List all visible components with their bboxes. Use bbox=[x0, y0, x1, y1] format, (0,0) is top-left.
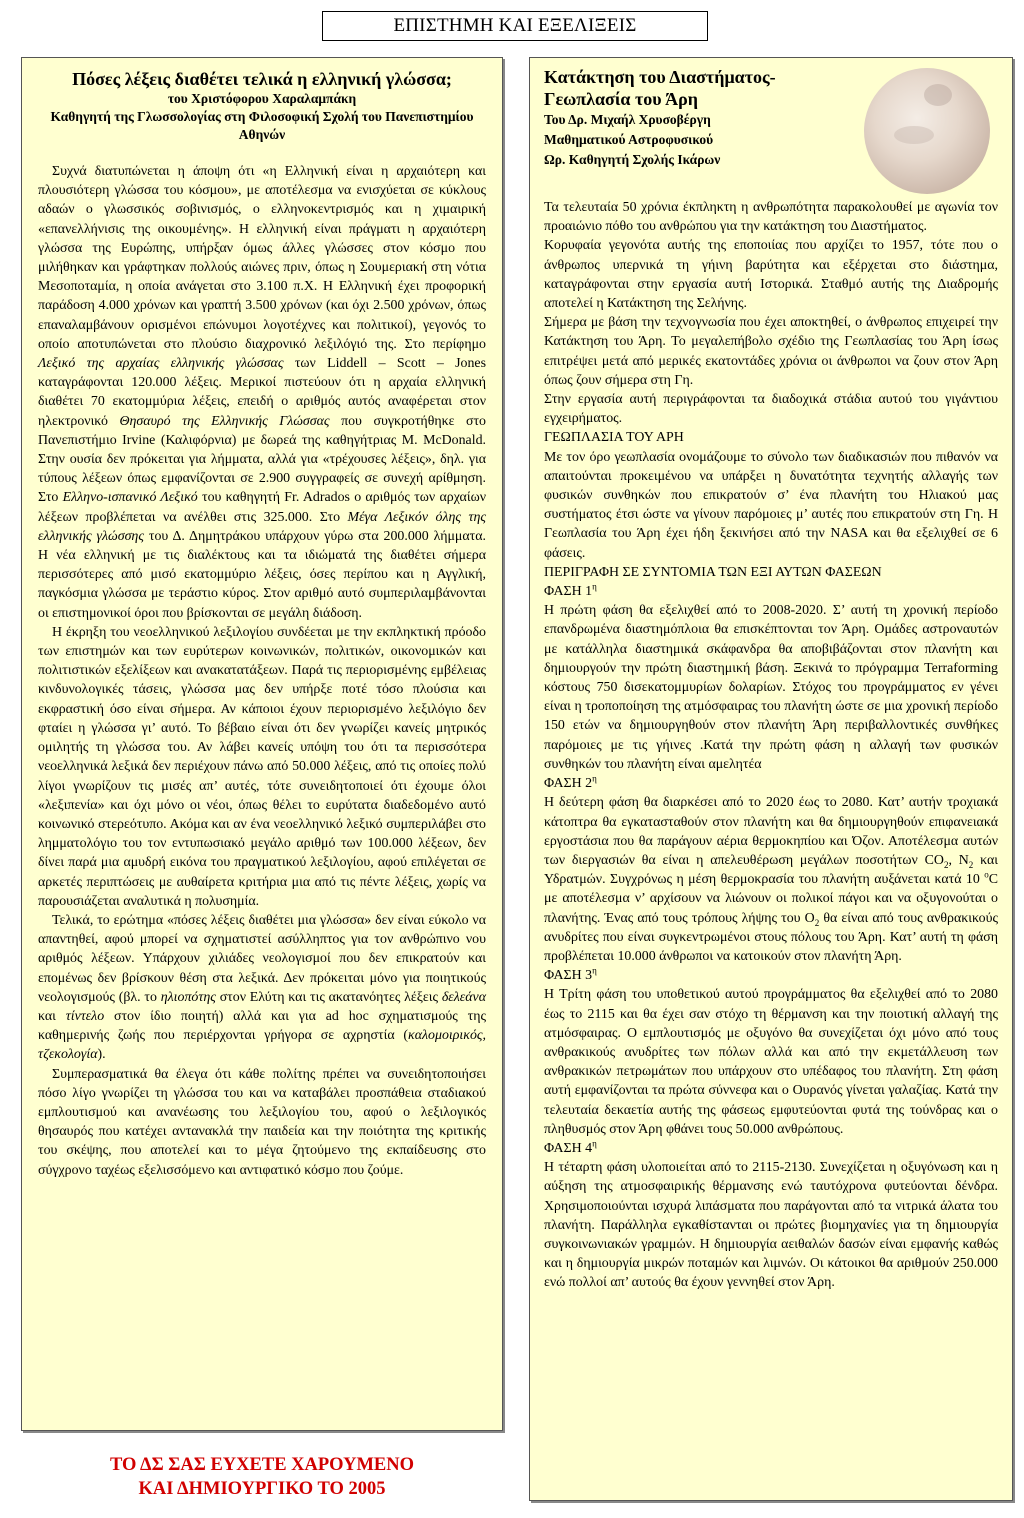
article-author: του Χριστόφορου Χαραλαμπάκη bbox=[167, 91, 357, 106]
mars-article-header bbox=[544, 66, 998, 198]
greeting-footer bbox=[21, 1453, 503, 1501]
phase-heading: ΦΑΣΗ $2^\eta$ bbox=[544, 773, 597, 792]
section-header: ΕΠΙΣΤΗΜΗ ΚΑΙ ΕΞΕΛΙΞΕΙΣ bbox=[322, 11, 708, 41]
phase-heading: ΦΑΣΗ $4^\eta$ bbox=[544, 1138, 597, 1156]
paragraph: Συμπερασματικά θα έλεγα ότι κάθε πολίτης πρέπει να συνειδητοποιήσει πόσο λίγο γνωρίζει τη γλώσσα του και να καταβάλει προσπάθεια σταδιακού εμπλουτισμού και ανανέωσης του λεξιλογίου του, αφού ο λεξιλογικός θησαυρός που κατέχει αντανακλά την παιδεία και την ποιότητα της κριτικής του σκέψης, που αποτελεί και το μέγα ζητούμενο της εκπαίδευσης στο σύγχρονο ταχέως εξελισσόμενο και αντιφατικό κόσμο που ζούμε. bbox=[38, 1066, 486, 1178]
article-author-title: Ωρ. Καθηγητή Σχολής Ικάρων bbox=[544, 152, 721, 167]
paragraph: Η έκρηξη του νεοελληνικού λεξιλογίου συνδέεται με την εκπληκτική πρόοδο των επιστημών και των ευρύτερων κοινωνικών, πολιτικών, οικονομικών και πολιτιστικών εξελίξεων και ανακατατάξεων. Παρά τις περιορισμένης εμβέλειας κινδυνολογικές τάσεις, γλώσσα μας δεν υπήρξε ποτέ τόσο πλούσια και εκφραστική όσο είναι σήμερα. Αν κάποιοι έχουν περιορισμένο λεξιλόγιο δεν φταίει η γλώσσα γι’ αυτό. Το βέβαιο είναι ότι δεν γνωρίζει κανείς μητρικός ομιλητής τη γλώσσα του. Αν λάβει κανείς υπόψη του ότι τα περισσότερα νεοελληνικά λεξικά δεν περιέχουν πάνω από 50.000 λέξεις, από τις οποίες πολύ λίγοι γνωρίζουν τις μισές απ’ αυτές, τότε συνειδητοποιεί ότι έχουμε όλοι «λεξιπενία» και όχι μόνο οι νέοι, όπως θέλει το ευρύτατα διαδεδομένο αυτό κοινωνικό στερεότυπο. Ακόμα και αν ένα νεοελληνικό λεξικό συμπεριλάβει στο λημματολόγιο του τον εντυπωσιακό μεγάλο αριθμό των 100.000 λέξεων, δεν δίνει παρά μια αμυδρή εικόνα του πραγματικού λεξιλογίου, αφού επιλέγεται σε αρκετές περιπτώσεις με αυθαίρετα κριτήρια μια από τις πέντε λέξεις, χωρίς να παρουσιάζεται αναλυτικά η πολυσημία. bbox=[38, 624, 486, 909]
article-body bbox=[38, 162, 486, 1180]
phase-heading: ΦΑΣΗ $3^\eta$ bbox=[544, 965, 597, 984]
language-article-panel bbox=[21, 57, 503, 1431]
article-author: Του Δρ. Μιχαήλ Χρυσοβέργη bbox=[544, 112, 711, 127]
article-body bbox=[544, 198, 998, 1293]
phase-heading: ΦΑΣΗ $1^\eta$ bbox=[544, 581, 597, 600]
paragraph: Τα τελευταία 50 χρόνια έκπληκτη η ανθρωπότητα παρακολουθεί με αγωνία τον προαιώνιο πόθο του ανθρώπου για την κατάκτηση του Διαστήματος. bbox=[544, 200, 998, 235]
paragraph: Κορυφαία γεγονότα αυτής της εποποιίας που αρχίζει το 1957, τότε που ο άνθρωπος υπερνικά τη γήινη βαρύτητα και εξέρχεται στο διάστημα, καταγράφονται στην εργασία αυτή Ιστορικά. Σταθμό αυτής της Διαδρομής αποτελεί η Κατάκτηση της Σελήνης. bbox=[544, 238, 998, 312]
paragraph: Η Τρίτη φάση του υποθετικού αυτού προγράμματος θα εξελιχθεί από το 2080 έως το 2115 και θα έχει σαν στόχο τη θέρμανση και την ποιοτική αλλαγή της ατμόσφαιρας. Ο εμπλουτισμός με οξυγόνο θα συνεχίζεται όχι μόνο από τους ανθρακικούς ανυδρίτες των πόλων αλλά και από την εκμετάλλευση των ανθρακικών πετρωμάτων που υπάρχουν στο υπέδαφος του πλανήτη. Στη φάση αυτή εμφανίζονται τα πρώτα σύννεφα και ο Ουρανός γίνεται γαλαζίας. Κατά την τελευταία δεκαετία αυτής της φάσεως εμφυτεύονται φυτά της τούνδρας και ο πληθυσμός στον Άρη φθάνει τους 50.000 ανθρώπους. bbox=[544, 987, 998, 1137]
paragraph: Η τέταρτη φάση υλοποιείται από το 2115-2130. Συνεχίζεται η οξυγόνωση και η αύξηση της ατμοσφαιρικής θέρμανσης ενώ ταυτόχρονα φυτεύονται δένδρα. Χρησιμοποιούνται ισχυρά λιπάσματα που παράγονται από τα νιτρικά άλατα του πλανήτη. Παράλληλα εγκαθίστανται οι πρώτες βιομηχανίες για τη δημιουργία συγκοινωνιακών γραμμών. Η δημιουργία αειθαλών δασών είναι εμφανής καθώς και η δημιουργία μικρών ποταμών και λιμνών. Οι κάτοικοι θα αριθμούν 250.000 ενώ πολλοί απ’ αυτούς θα έχουν γεννηθεί στον Άρη. bbox=[544, 1160, 998, 1291]
subheading: ΠΕΡΙΓΡΑΦΗ ΣΕ ΣΥΝΤΟΜΙΑ ΤΩΝ ΕΞΙ ΑΥΤΩΝ ΦΑΣΕΩΝ bbox=[544, 564, 882, 580]
paragraph: Συχνά διατυπώνεται η άποψη ότι «η Ελληνική είναι η αρχαιότερη και πλουσιότερη γλώσσα του κόσμου», με αποτέλεσμα να ενισχύεται σε κύκλους αδαών ο γλωσσικός σοβινισμός, ο ελληνοκεντρισμός και η χιμαιρική «επανελλήνισις της οικουμένης». Η ελληνική είναι πράγματι η αρχαιότερη γλώσσα της Ευρώπης, υπήρξαν όμως άλλες γλώσσες στον κόσμο που μιλήθηκαν και γράφτηκαν πολλούς αιώνες πριν, όπως η Σουμεριακή στη νότια Μεσοποταμία, η οποία ανάγεται στο 3.100 π.Χ. Η Ελληνική έχει προφορική παράδοση 4.000 χρόνων και γραπτή 3.500 χρόνων (και όχι 2.500 χρόνων, όπως επαναλαμβάνουν ορισμένοι επώνυμοι λογοτέχνες και πολιτικοί), γεγονός το οποίο αποτυπώνεται στο πλούσιο διαχρονικό λεξιλόγιό της. Στο περίφημο Λεξικό της αρχαίας ελληνικής γλώσσας των Liddell – Scott – Jones καταγράφονται 120.000 λέξεις. Μερικοί πιστεύουν ότι η αρχαία ελληνική διαθέτει 70 εκατομμύρια λέξεις, επειδή ο αριθμός αυτός αναφέρεται στον ηλεκτρονικό Θησαυρό της Ελληνικής Γλώσσας που συγκροτήθηκε στο Πανεπιστήμιο Irvine (Καλιφόρνια) με δωρεά της καθηγήτριας M. McDonald. Στην ουσία δεν πρόκειται για λήμματα, αλλά για «τρέχουσες λέξεις», δηλ. για τύπους λέξεων όπως εμφανίζονται σε 2.900 συγγραφείς σε συνεχή αρίθμηση. Στο Ελληνο-ισπανικό Λεξικό του καθηγητή Fr. Adrados ο αριθμός των αρχαίων λέξεων προβλέπεται να ανέλθει στις 325.000. Στο Μέγα Λεξικόν όλης της ελληνικής γλώσσης του Δ. Δημητράκου υπάρχουν γύρω στα 200.000 λήμματα. Η νέα ελληνική με τις διαλέκτους και τα ιδιώματά της διαθέτει σήμερα περισσότερες από μισό εκατομμύριο λέξεις, όσες περίπου και η Αγγλική, παγκόσμια γλώσσα με τεράστιο κύρος. Στον αριθμό αυτό συμπεριλαμβάνονται οι επιστημονικοί όροι που βρίσκονται σε μεγάλη διάδοση. bbox=[38, 164, 487, 621]
paragraph: Η δεύτερη φάση θα διαρκέσει από το 2020 έως το 2080. Κατ’ αυτήν τροχιακά κάτοπτρα θα εγκατασταθούν στον πλανήτη και θα δημιουργηθούν επιφανειακά εργοστάσια που θα παράγουν αέρια θερμοκηπίου και Όζον. Αποτέλεσμα αυτών των διεργασιών θα είναι η απελευθέρωση μεγάλων ποσοτήτων $CO_2$, $N_2$ και Υδρατμών. Συγχρόνως η μέση θερμοκρασία του πλανήτη αυξάνεται κατά 10 $^o$C με αποτέλεσμα ν’ αρχίσουν να λιώνουν οι πολικοί πάγοι και να οξυγονούται ο πλανήτης. Ένας από τους τρόπους λήψης του $O_2$ θα είναι από τους ανθρακικούς ανυδρίτες που είναι συγκεντρωμένοι στους πόλους του Άρη. Κατ’ αυτή τη φάση προβλέπεται 10.000 άνθρωποι να κατοικούν στον πλανήτη Άρη. bbox=[544, 795, 998, 964]
greeting-line: ΚΑΙ ΔΗΜΙΟΥΡΓΙΚΟ ΤΟ 2005 bbox=[138, 1479, 386, 1499]
article-author-title: Μαθηματικού Αστροφυσικού bbox=[544, 132, 714, 147]
paragraph: Στην εργασία αυτή περιγράφονται τα διαδοχικά στάδια αυτού του γιγάντιου εγχειρήματος. bbox=[544, 392, 998, 427]
article-title: Πόσες λέξεις διαθέτει τελικά η ελληνική γλώσσα; bbox=[72, 69, 452, 89]
mars-planet-image bbox=[864, 68, 990, 194]
mars-article-panel bbox=[529, 57, 1013, 1501]
paragraph: Τελικά, το ερώτημα «πόσες λέξεις διαθέτει μια γλώσσα» δεν είναι εύκολο να απαντηθεί, αφού μπορεί να σχηματιστεί ασύλληπτος για τον ανθρώπινο νου αριθμός λέξεων. Υπάρχουν χιλιάδες νεολογισμοί που δεν επικρατούν και επομένως δεν βρίσκουν θέση στα λεξικά. Δεν πρόκειται μόνο για ποιητικούς νεολογισμούς (βλ. το ηλιοπότης στον Ελύτη και τις ακατανόητες λέξεις δελεάνα και τίντελο στον ίδιο ποιητή) αλλά και για ad hoc σχηματισμούς της καθημερινής ζωής που περιέρχονται γρήγορα σε αχρηστία (καλομοιρικός, τζεκολογία). bbox=[38, 912, 486, 1063]
paragraph: Σήμερα με βάση την τεχνογνωσία που έχει αποκτηθεί, ο άνθρωπος επιχειρεί την Κατάκτηση του Άρη. Το μεγαλεπήβολο σχέδιο της Γεωπλασίας του Άρη ίσως επιτρέψει μετά από μερικές εκατοντάδες χρόνια οι άνθρωποι να ζουν στον Άρη όπως ζουν σήμερα στη Γη. bbox=[544, 315, 998, 388]
article-title: Κατάκτηση του Διαστήματος- Γεωπλασία του Άρη bbox=[544, 67, 776, 109]
article-affiliation: Καθηγητή της Γλωσσολογίας στη Φιλοσοφική Σχολή του Πανεπιστημίου Αθηνών bbox=[50, 109, 474, 142]
subheading: ΓΕΩΠΛΑΣΙΑ ΤΟΥ ΑΡΗ bbox=[544, 430, 684, 446]
greeting-line: ΤΟ ΔΣ ΣΑΣ ΕΥΧΕΤΕ ΧΑΡΟΥΜΕΝΟ bbox=[109, 1455, 415, 1475]
paragraph: Η πρώτη φάση θα εξελιχθεί από το 2008-2020. Σ’ αυτή τη χρονική περίοδο επανδρωμένα διαστημόπλοια θα επισκέπτονται τον Άρη. Ομάδες αστροναυτών με κατάλληλα διαστημικά σκάφανδρα θα αποβιβάζονται στον πλανήτη και δημιουργούν την πρώτη διαστημική βάση. Ξεκινά το πρόγραμμα Terraforming κόστους 750 δισεκατομμυρίων δολαρίων. Στόχος του προγράμματος εν γένει είναι η τροποποίηση της ατμόσφαιρας του πλανήτη ώστε σε μια χρονική περίοδο 150 ετών να δημιουργηθούν στον πλανήτη Άρη περιβαλλοντικές συνθήκες παρόμοιες με τις γήινες .Κατά την πρώτη φάση η αλλαγή των φυσικών συνθηκών του πλανήτη είναι αμελητέα bbox=[544, 603, 998, 772]
paragraph: Με τον όρο γεωπλασία ονομάζουμε το σύνολο των διαδικασιών που πιθανόν να απαιτούνται προκειμένου να υπάρξει η δυνατότητα τεχνητής αλλαγής των φυσικών συνθηκών που επικρατούν σ’ ένα πλανήτη του Ηλιακού μας συστήματος έτσι ώστε να γίνουν παρόμοιες μ’ αυτές που επικρατούν στη Γη. Η Γεωπλασία του Άρη έχει ήδη ξεκινήσει από την NASA και θα εξελιχθεί σε 6 φάσεις. bbox=[544, 449, 998, 561]
